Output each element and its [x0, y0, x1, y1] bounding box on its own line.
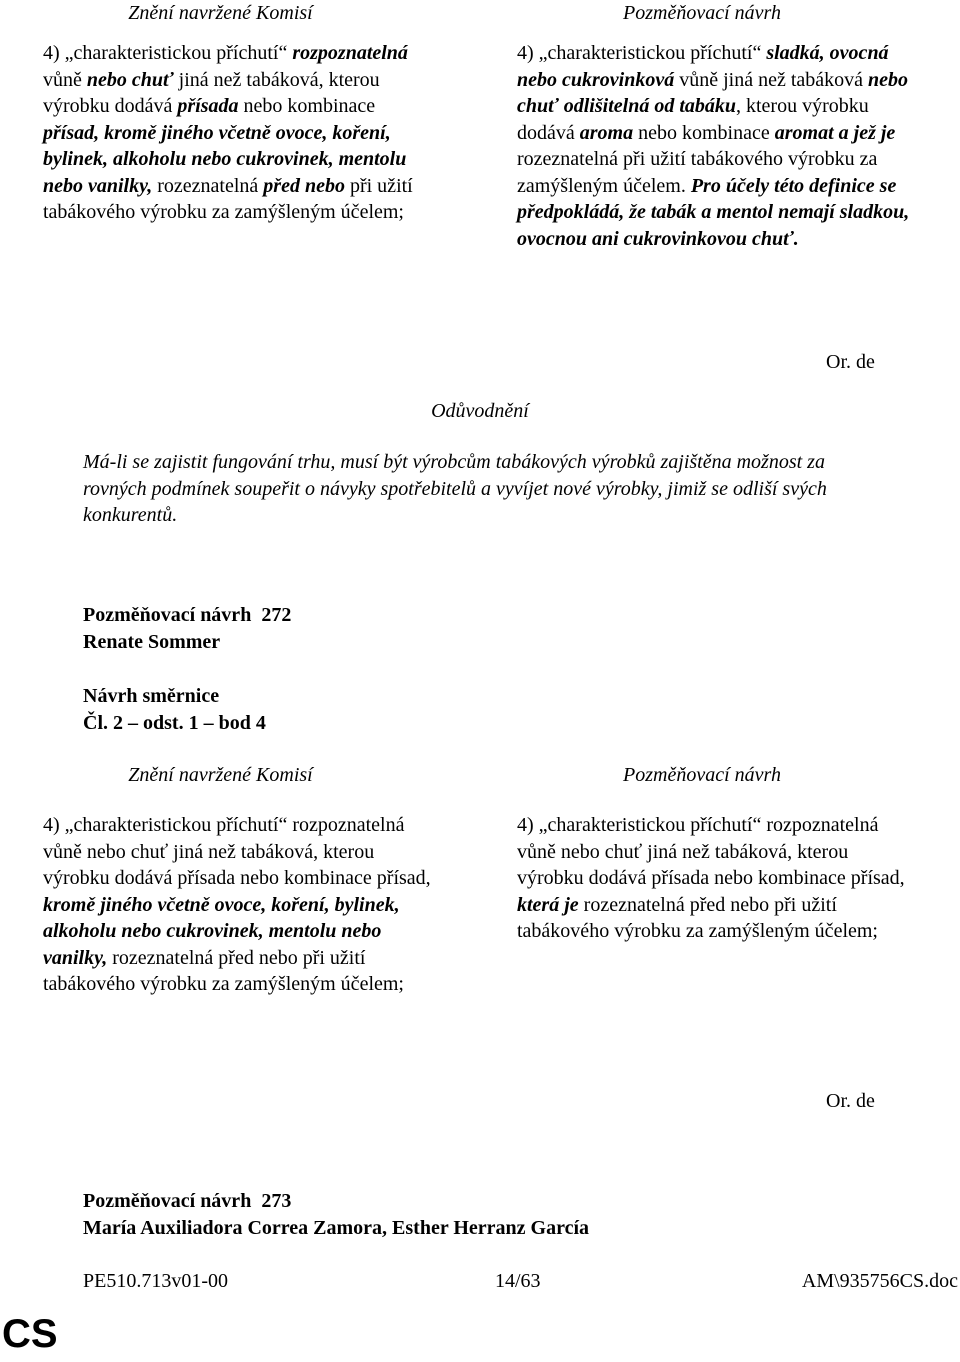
text-run: 4) „charakteristickou příchutí“	[517, 42, 767, 64]
amendment-273-title	[83, 1188, 291, 1215]
amendment-title-label: Pozměňovací návrh	[83, 604, 252, 626]
amendment-273-authors: María Auxiliadora Correa Zamora, Esther Herranz García	[83, 1217, 590, 1239]
amendment-272-title	[83, 602, 291, 629]
text-run: , kterou výrobku dodává	[517, 95, 869, 144]
emphasized-text-run: nebo chuť odlišitelná od tabáku	[517, 68, 909, 117]
top-right-column	[517, 0, 942, 252]
emphasized-text-run: přísad, kromě jiného včetně ovoce, koření, bylinek, alkoholu nebo cukrovinek, mentolu nebo vanilky,	[43, 121, 407, 197]
text-run: rozeznatelná	[152, 174, 264, 197]
page-footer	[83, 1268, 960, 1294]
top-left-paragraph	[43, 40, 433, 226]
amendment-272-right-column	[517, 762, 942, 945]
text-run: rozeznatelná při užití tabákového výrobku za zamýšleným účelem.	[517, 148, 878, 197]
emphasized-text-run: před nebo	[263, 174, 345, 197]
footer-document-id: AM\935756CS.doc	[801, 1270, 958, 1292]
text-run: 4) „charakteristickou příchutí“ rozpoznatelná vůně nebo chuť jiná než tabáková, kterou výrobku dodává přísada nebo kombinace přísad,	[517, 814, 905, 889]
text-run: při užití tabákového výrobku za zamýšleným účelem;	[43, 174, 413, 223]
amendment-272-original-language-tag: Or. de	[826, 1090, 875, 1112]
amendment-272-article: Čl. 2 – odst. 1 – bod 4	[83, 712, 266, 734]
language-mark: CS	[2, 1312, 58, 1356]
footer-page-number: 14/63	[495, 1270, 541, 1292]
footer-reference: PE510.713v01-00	[83, 1270, 228, 1292]
emphasized-text-run: Pro účely této definice se předpokládá, že tabák a mentol nemají sladkou, ovocnou ani cukrovinkovou chuť.	[517, 174, 910, 250]
text-run: 4) „charakteristickou příchutí“ rozpoznatelná vůně nebo chuť jiná než tabáková, kterou výrobku dodává přísada nebo kombinace přísad,	[43, 814, 431, 889]
top-left-column-header: Znění navržené Komisí	[128, 2, 313, 24]
emphasized-text-run: aroma	[579, 121, 634, 144]
amendment-number: 273	[261, 1190, 292, 1212]
emphasized-text-run: rozpoznatelná	[292, 42, 408, 64]
text-run: rozeznatelná před nebo při užití tabákového výrobku za zamýšleným účelem;	[43, 946, 404, 995]
justification-heading: Odůvodnění	[431, 400, 529, 422]
amendment-number: 272	[261, 604, 292, 626]
amendment-272-right-header: Pozměňovací návrh	[623, 764, 781, 786]
original-language-tag: Or. de	[826, 351, 875, 373]
amendment-title-label: Pozměňovací návrh	[83, 1190, 252, 1212]
amendment-272-left-column	[43, 762, 468, 998]
amendment-272-proposal: Návrh směrnice	[83, 685, 220, 707]
amendment-272-author: Renate Sommer	[83, 631, 221, 653]
emphasized-text-run: nebo chuť	[86, 68, 174, 91]
top-right-column-header: Pozměňovací návrh	[623, 2, 781, 24]
amendment-272-left-header: Znění navržené Komisí	[128, 764, 313, 786]
emphasized-text-run: kromě jiného včetně ovoce, koření, bylinek, alkoholu nebo cukrovinek, mentolu nebo vanilky,	[43, 893, 400, 969]
text-run: nebo kombinace	[633, 121, 775, 144]
text-run: vůně jiná než tabáková	[674, 68, 869, 91]
amendment-272-right-paragraph	[517, 812, 917, 945]
text-run: jiná než tabáková, kterou výrobku dodává	[43, 68, 380, 117]
emphasized-text-run: která je	[517, 893, 579, 916]
justification-text: Má-li se zajistit fungování trhu, musí být výrobcům tabákových výrobků zajištěna možnost za rovných podmínek soupeřit o návyky spotřebitelů a vyvíjet nové výrobky, jimiž se odliší svých konkurentů.	[83, 451, 827, 526]
text-run: 4) „charakteristickou příchutí“	[43, 42, 293, 64]
emphasized-text-run: aromat a jež je	[774, 121, 896, 144]
text-run: vůně	[43, 68, 87, 91]
emphasized-text-run: sladká, ovocná nebo cukrovinková	[517, 42, 889, 91]
amendment-272-left-paragraph	[43, 812, 443, 998]
top-right-paragraph	[517, 40, 922, 252]
emphasized-text-run: přísada	[177, 95, 239, 117]
top-left-column	[43, 0, 468, 226]
text-run: rozeznatelná před nebo při užití tabákového výrobku za zamýšleným účelem;	[517, 893, 878, 942]
text-run: nebo kombinace	[238, 95, 376, 117]
